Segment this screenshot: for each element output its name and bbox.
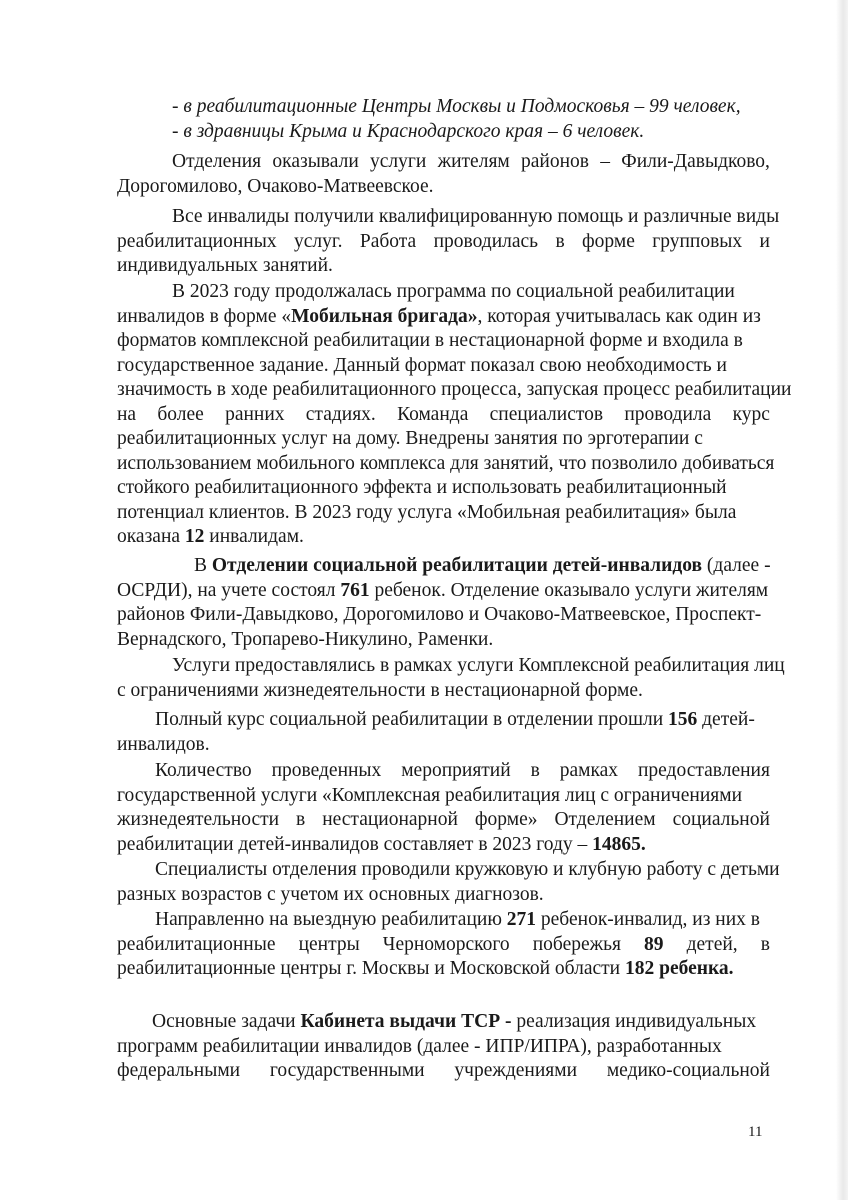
paragraph-line: форматов комплексной реабилитации в нестационарной форме и входила в <box>117 330 743 351</box>
text-run: инвалидов в форме « <box>117 305 292 327</box>
text-run: Основные задачи <box>152 1011 301 1032</box>
word: центры <box>298 933 360 955</box>
word: реабилитационные <box>117 933 276 955</box>
word: Работа <box>359 230 417 252</box>
text-run: реабилитации детей-инвалидов составляет в 2023 году – <box>117 833 593 855</box>
paragraph-line <box>117 957 770 982</box>
paragraph-line: использованием мобильного комплекса для занятий, что позволило добиваться <box>117 452 775 474</box>
text-run: Направленно на выездную реабилитацию <box>155 909 507 930</box>
paragraph-line: стойкого реабилитационного эффекта и использовать реабилитационный <box>117 477 727 498</box>
bold-number: 89 <box>644 933 664 955</box>
list-item: - в реабилитационные Центры Москвы и Подмосковья – 99 человек, <box>172 96 741 117</box>
paragraph-line: районов Фили-Давыдково, Дорогомилово и Очаково-Матвеевское, Проспект- <box>117 604 762 625</box>
paragraph-line <box>117 305 770 330</box>
paragraph-line <box>117 1059 770 1084</box>
bold-number: 271 <box>506 909 537 930</box>
word: нестационарной <box>322 809 458 830</box>
text-run: ребенок-инвалид, из них в <box>536 909 760 930</box>
word: в <box>760 933 770 955</box>
bold-number: 14865. <box>592 833 646 855</box>
paragraph-full-course <box>117 708 770 757</box>
paragraph-line: потенциал клиентов. В 2023 году услуга «Мобильная реабилитация» была <box>117 501 737 523</box>
word: мероприятий <box>401 760 511 781</box>
paragraph-events-count <box>117 759 770 857</box>
word: проводила <box>624 403 712 425</box>
word: предоставления <box>637 760 770 781</box>
word: оказывали <box>272 151 359 172</box>
word: проводилась <box>433 230 539 252</box>
word: форме» <box>474 809 538 830</box>
word: жителям <box>437 151 510 172</box>
bold-text: Отделении социальной реабилитации детей-инвалидов <box>211 555 703 576</box>
word: в <box>296 809 306 830</box>
paragraph-osrdi <box>117 554 770 652</box>
word: районов <box>521 151 590 172</box>
paragraph-districts <box>117 150 770 199</box>
word: форме <box>582 230 635 252</box>
word: в <box>555 230 565 252</box>
word: проведенных <box>271 760 382 781</box>
text-run: ребенок. Отделение оказывало услуги жителям <box>369 579 769 601</box>
paragraph-line: Специалисты отделения проводили кружковую и клубную работу с детьми <box>155 859 780 880</box>
text-run: , которая учитывалась как один из <box>477 305 761 327</box>
word: Отделения <box>172 151 262 172</box>
word: рамках <box>559 760 619 781</box>
word: на <box>117 403 137 425</box>
text-run: инвалидам. <box>204 526 304 547</box>
paragraph-line: В 2023 году продолжалась программа по социальной реабилитации <box>172 281 735 302</box>
word: Черноморского <box>382 933 510 955</box>
paragraph-line: разных возрастов с учетом их основных диагнозов. <box>117 883 544 905</box>
word: услуги <box>370 151 427 172</box>
text-run: (далее - <box>702 555 771 576</box>
list-item: - в здравницы Крыма и Краснодарского края – 6 человек. <box>172 120 645 142</box>
bold-number: 156 <box>668 709 698 730</box>
word: Количество <box>155 760 252 781</box>
paragraph-line: инвалидов. <box>117 733 210 755</box>
word: учреждениями <box>454 1060 578 1081</box>
paragraph-line: государственной услуги «Комплексная реабилитация лиц с ограничениями <box>117 784 743 806</box>
paragraph-line: с ограничениями жизнедеятельности в нестационарной форме. <box>117 679 643 701</box>
word: жизнедеятельности <box>117 809 280 830</box>
bold-number: 761 <box>340 579 370 601</box>
word: групповых <box>652 230 743 252</box>
paragraph-line <box>117 908 770 933</box>
page-edge-shadow <box>836 0 848 1200</box>
paragraph-clubs <box>117 858 780 907</box>
paragraph-line <box>117 150 770 175</box>
text-run: Полный курс социальной реабилитации в отделении прошли <box>155 709 668 730</box>
paragraph-line <box>117 525 770 550</box>
bold-text: Мобильная бригада» <box>291 305 478 327</box>
word: социальной <box>672 809 770 830</box>
word: специалистов <box>489 403 604 425</box>
paragraph-line <box>117 230 770 255</box>
word: услуг. <box>293 230 343 252</box>
word: государственными <box>269 1060 425 1081</box>
word: федеральными <box>117 1060 241 1081</box>
paragraph-line: реабилитационных услуг на дому. Внедрены занятия по эрготерапии с <box>117 428 703 449</box>
word: курс <box>732 403 770 425</box>
paragraph-line <box>117 933 770 958</box>
word: Команда <box>397 403 469 425</box>
paragraph-line <box>117 708 770 733</box>
word: побережья <box>532 933 621 955</box>
bold-number: 12 <box>184 526 205 547</box>
paragraph-mobile-brigade <box>117 280 792 550</box>
word: ранних <box>225 403 285 425</box>
text-run: детей- <box>697 709 755 730</box>
paragraph-line: Услуги предоставлялись в рамках услуги Комплексной реабилитация лиц <box>172 655 785 676</box>
paragraph-line <box>117 554 770 579</box>
paragraph-line: значимость в ходе реабилитационного процесса, запуская процесс реабилитации <box>117 379 792 400</box>
word: Фили-Давыдково, <box>621 151 770 172</box>
bold-text: Кабинета выдачи ТСР - <box>300 1011 512 1032</box>
text-run: оказана <box>117 526 185 547</box>
word: – <box>600 151 611 172</box>
bold-number: 182 ребенка. <box>624 958 734 979</box>
paragraph-qualified-help <box>117 205 780 279</box>
word: медико-социальной <box>606 1060 770 1081</box>
paragraph-line <box>117 833 770 858</box>
paragraph-tsr-office <box>117 1010 770 1084</box>
paragraph-line: программ реабилитации инвалидов (далее - ИПР/ИПРА), разработанных <box>117 1035 722 1057</box>
paragraph-line <box>117 808 770 833</box>
paragraph-line <box>117 579 770 604</box>
paragraph-outbound-rehab <box>117 908 770 982</box>
word: реабилитационных <box>117 230 277 252</box>
paragraph-line <box>117 759 770 784</box>
text-run: реализация индивидуальных <box>511 1011 757 1032</box>
word: более <box>157 403 204 425</box>
paragraph-line: государственное задание. Данный формат показал свою необходимость и <box>117 354 727 376</box>
word: детей, <box>686 933 738 955</box>
paragraph-line: Вернадского, Тропарево-Никулино, Раменки. <box>117 628 494 650</box>
paragraph-line <box>117 403 770 428</box>
paragraph-services <box>117 654 785 703</box>
text-run: реабилитационные центры г. Москвы и Московской области <box>117 958 625 979</box>
paragraph-line: индивидуальных занятий. <box>117 255 333 276</box>
word: в <box>530 760 540 781</box>
word: и <box>759 230 770 252</box>
text-run: ОСРДИ), на учете состоял <box>117 579 341 601</box>
text-run: В <box>194 555 212 576</box>
word: Отделением <box>554 809 656 830</box>
word: стадиях. <box>305 403 376 425</box>
page-number: 11 <box>748 1124 763 1140</box>
paragraph-line: Все инвалиды получили квалифицированную помощь и различные виды <box>172 206 780 227</box>
paragraph-line <box>117 1010 770 1035</box>
placement-list <box>117 95 770 144</box>
paragraph-line: Дорогомилово, Очаково-Матвеевское. <box>117 175 434 197</box>
